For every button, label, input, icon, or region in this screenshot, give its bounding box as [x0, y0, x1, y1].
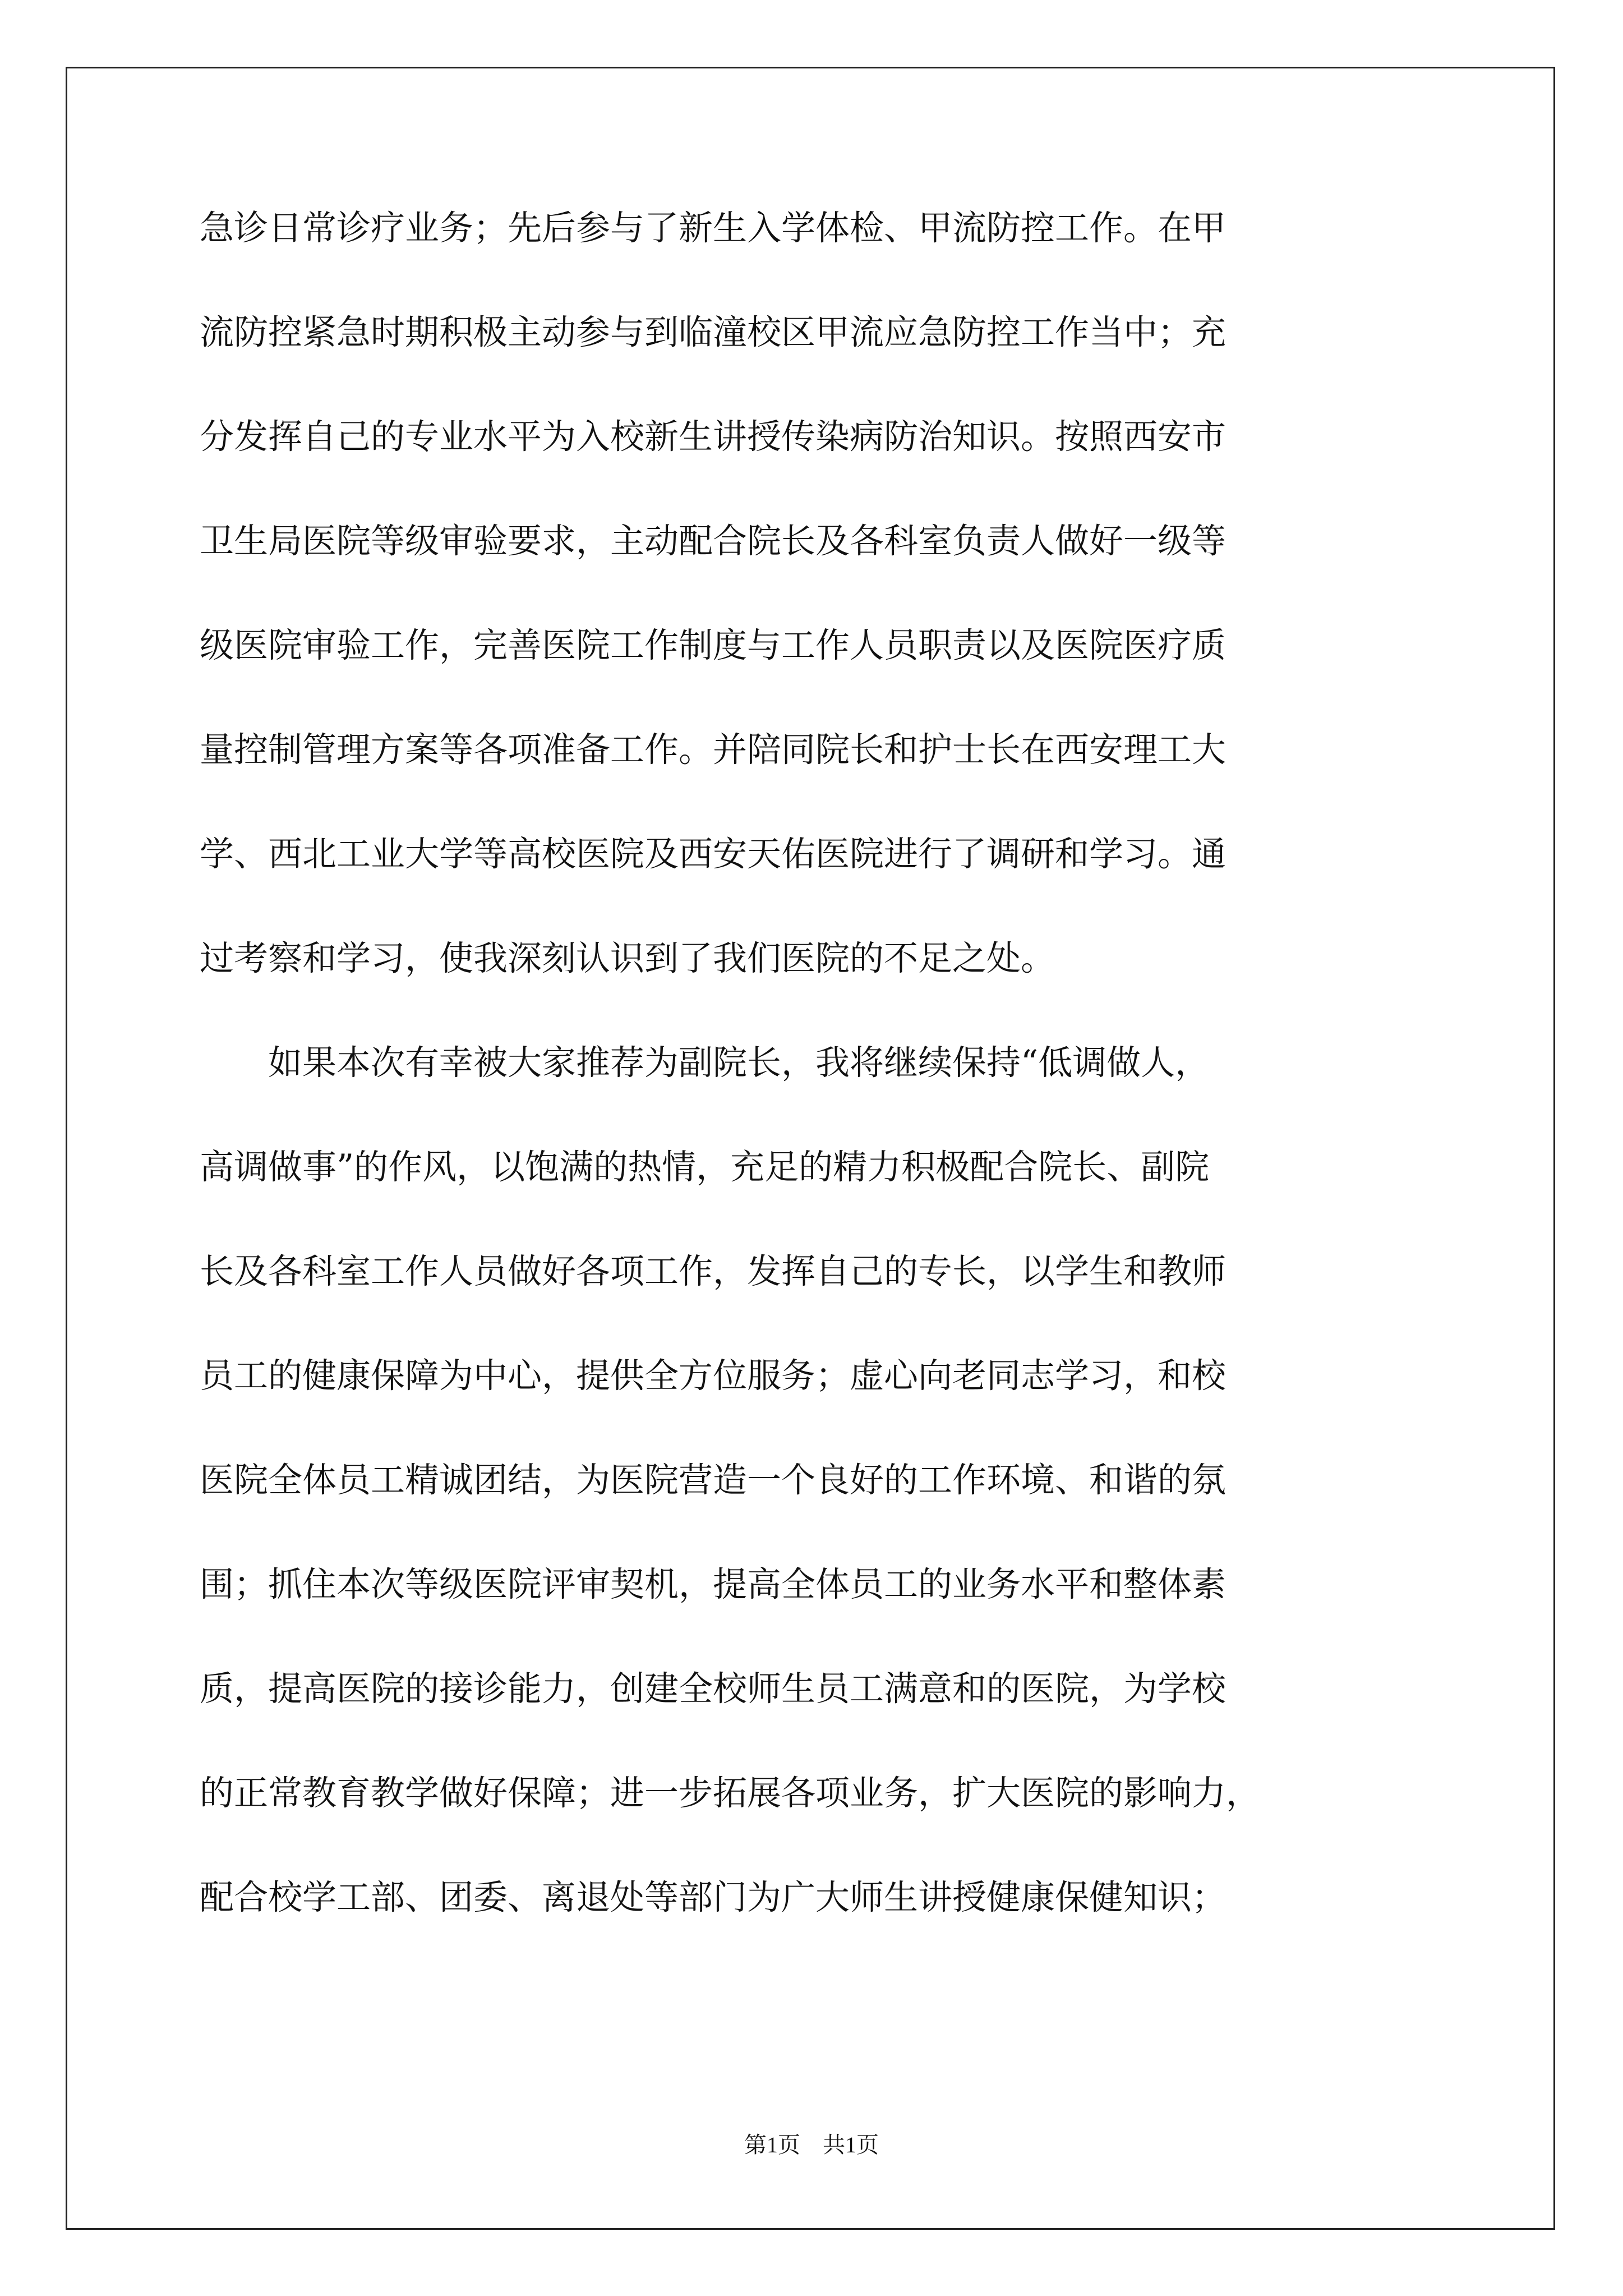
text-line: 流防控紧急时期积极主动参与到临潼校区甲流应急防控工作当中；充 — [200, 312, 1227, 352]
text-line: 的正常教育教学做好保障；进一步拓展各项业务，扩大医院的影响力， — [200, 1773, 1261, 1813]
text-line: 如果本次有幸被大家推荐为副院长，我将继续保持“低调做人， — [200, 1043, 1210, 1083]
text-line: 围；抓住本次等级医院评审契机，提高全体员工的业务水平和整体素 — [200, 1565, 1227, 1604]
text-line: 长及各科室工作人员做好各项工作，发挥自己的专长，以学生和教师 — [200, 1251, 1227, 1291]
text-line: 急诊日常诊疗业务；先后参与了新生入学体检、甲流防控工作。在甲 — [200, 208, 1227, 248]
text-line: 过考察和学习，使我深刻认识到了我们医院的不足之处。 — [200, 938, 1055, 978]
text-line: 分发挥自己的专业水平为入校新生讲授传染病防治知识。按照西安市 — [200, 417, 1227, 457]
text-line: 质，提高医院的接诊能力，创建全校师生员工满意和的医院，为学校 — [200, 1669, 1227, 1709]
document-body — [200, 209, 1433, 1982]
text-line: 员工的健康保障为中心，提供全方位服务；虚心向老同志学习，和校 — [200, 1356, 1227, 1396]
text-line: 级医院审验工作，完善医院工作制度与工作人员职责以及医院医疗质 — [200, 625, 1227, 665]
text-line: 高调做事”的作风，以饱满的热情，充足的精力积极配合院长、副院 — [200, 1147, 1210, 1187]
text-line: 医院全体员工精诚团结，为医院营造一个良好的工作环境、和谐的氛 — [200, 1460, 1227, 1500]
text-line: 量控制管理方案等各项准备工作。并陪同院长和护士长在西安理工大 — [200, 730, 1227, 770]
text-line: 卫生局医院等级审验要求，主动配合院长及各科室负责人做好一级等 — [200, 521, 1227, 561]
text-line: 配合校学工部、团委、离退处等部门为广大师生讲授健康保健知识； — [200, 1878, 1227, 1917]
text-line: 学、西北工业大学等高校医院及西安天佑医院进行了调研和学习。通 — [200, 834, 1227, 874]
page-number: 第1页 共1页 — [744, 2132, 879, 2157]
